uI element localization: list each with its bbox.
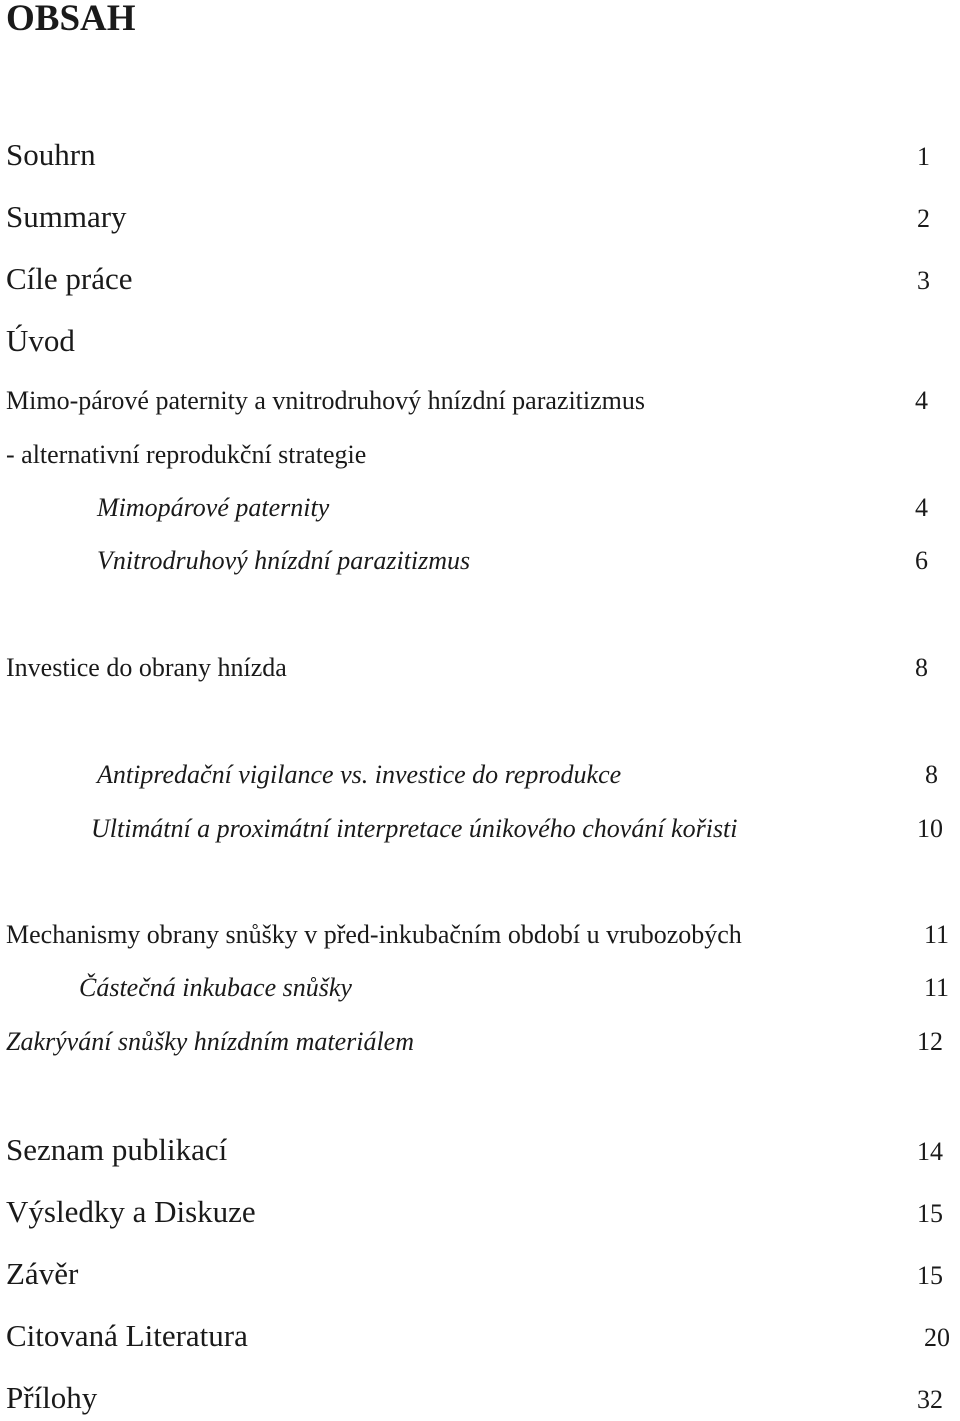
toc-entry-title: Summary bbox=[6, 199, 127, 234]
toc-entry-title: Vnitrodruhový hnízdní parazitizmus bbox=[97, 546, 471, 575]
toc-entry-page: 14 bbox=[917, 1137, 943, 1166]
toc-entry-page: 20 bbox=[924, 1323, 950, 1352]
toc-entry-page: 11 bbox=[924, 920, 950, 949]
toc-entry-title: Mimo-párové paternity a vnitrodruhový hnízdní parazitizmus bbox=[6, 386, 645, 415]
toc-entry-title: Souhrn bbox=[6, 137, 96, 172]
toc-entry-title: Úvod bbox=[6, 323, 75, 358]
toc-entry-title: Citovaná Literatura bbox=[6, 1318, 248, 1353]
toc-entry-title: Zakrývání snůšky hnízdním materiálem bbox=[6, 1027, 415, 1056]
toc-entry-title: Mimopárové paternity bbox=[97, 493, 330, 522]
toc-entry-page: 15 bbox=[917, 1199, 943, 1228]
toc-entry-title: Závěr bbox=[6, 1256, 79, 1291]
toc-entry-title: Výsledky a Diskuze bbox=[6, 1194, 256, 1229]
toc-entry-title: Mechanismy obrany snůšky v před-inkubačním období u vrubozobých bbox=[6, 920, 742, 949]
toc-entry-page: 3 bbox=[917, 266, 930, 295]
toc-entry-page: 4 bbox=[915, 386, 928, 415]
toc-entry-page: 8 bbox=[925, 760, 938, 789]
toc-entry-page: 4 bbox=[915, 493, 928, 522]
page-title: OBSAH bbox=[6, 0, 136, 39]
toc-entry-title: Částečná inkubace snůšky bbox=[79, 973, 352, 1002]
toc-entry-page: 15 bbox=[917, 1261, 943, 1290]
toc-entry-title: Cíle práce bbox=[6, 261, 133, 296]
toc-entry-title: Investice do obrany hnízda bbox=[6, 653, 287, 682]
toc-entry-page: 10 bbox=[917, 814, 943, 843]
toc-entry-title: Přílohy bbox=[6, 1380, 98, 1415]
toc-entry-title: Antipredační vigilance vs. investice do reprodukce bbox=[97, 760, 622, 789]
toc-entry-page: 6 bbox=[915, 546, 928, 575]
toc-entry-page: 12 bbox=[917, 1027, 943, 1056]
toc-entry-page: 11 bbox=[924, 973, 950, 1002]
toc-entry-page: 1 bbox=[917, 142, 930, 171]
toc-entry-page: 32 bbox=[917, 1385, 943, 1414]
toc-entry-title: - alternativní reprodukční strategie bbox=[6, 440, 367, 469]
toc-entry-title: Seznam publikací bbox=[6, 1132, 228, 1167]
toc-entry-page: 8 bbox=[915, 653, 928, 682]
toc-entry-title: Ultimátní a proximátní interpretace únikového chování kořisti bbox=[91, 814, 738, 843]
toc-entry-page: 2 bbox=[917, 204, 930, 233]
